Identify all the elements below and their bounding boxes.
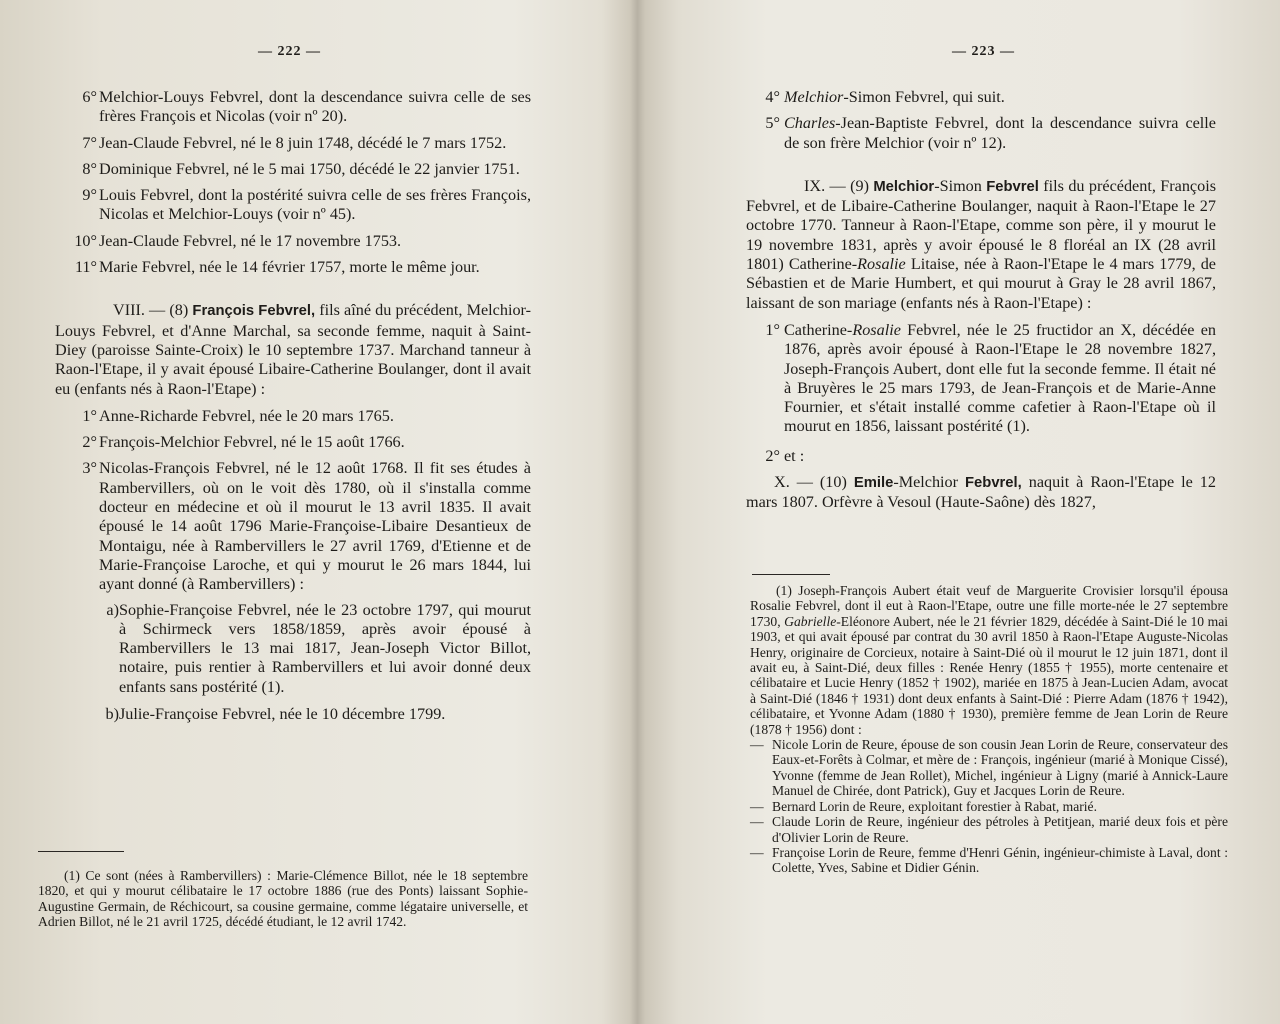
item-text: Nicolas-François Febvrel, né le 12 août 1768. Il fit ses études à Rambervillers, où on le voit dès 1780, où il s'installa comme docteur en médecine et où il mourut le 13 avril 1835. Il avait épousé le 14 août 1796 Marie-Françoise-Libaire Desantieux de Montaigu, née à Rambervillers le 27 avril 1769, d'Etienne et de Marie-Françoise Laroche, et qui y mourut le 26 mars 1844, lui ayant donné (à Rambervillers) :: [99, 459, 531, 594]
item-text: Anne-Richarde Febvrel, née le 20 mars 1765.: [99, 406, 394, 425]
list-item: [746, 447, 1216, 466]
right-page-body: [746, 88, 1216, 513]
right-page: [644, 0, 1280, 1024]
person-name: Melchior: [873, 178, 935, 195]
sub-item-letter: a): [106, 600, 119, 619]
item-number: 1°: [82, 406, 97, 425]
person-name: Emile: [853, 475, 894, 492]
item-number: 11°: [74, 258, 97, 277]
section-text: fils du précédent, François Febvrel, et de Libaire-Catherine Boulanger, naquit à Raon-l'Etape le 27 octobre 1770. Tanneur à Raon-l'Etape, comme son père, il y mourut le 19 novembre 1831, après y avoir épousé le 8 floréal an IX (28 avril 1801) Catherine-: [746, 176, 1216, 274]
item-text: Jean-Claude Febvrel, né le 8 juin 1748, décédé le 7 mars 1752.: [99, 133, 507, 152]
section-x-paragraph: [746, 473, 1216, 513]
footnote-text: [750, 583, 1228, 737]
section-lead: X. — (10): [774, 473, 854, 492]
item-number: 7°: [82, 133, 97, 152]
list-item: [55, 459, 531, 724]
item-number: 4°: [765, 88, 780, 106]
italic-name: Rosalie: [852, 320, 901, 339]
left-page: [0, 0, 636, 1024]
section-viii-paragraph: [55, 301, 531, 398]
list-item: [55, 134, 531, 153]
footnote-left: [38, 868, 528, 930]
footnote-text: (1) Ce sont (nées à Rambervillers) : Marie-Clémence Billot, née le 18 septembre 1820, et qui y mourut célibataire le 17 octobre 1886 (rue des Ponts) laissant Sophie-Augustine Germain, de Réchicourt, sa cousine germaine, comme légataire universelle, et Adrien Billot, né le 21 avril 1725, décédé étudiant, le 12 avril 1742.: [38, 868, 528, 930]
page-number-left: — 222 —: [258, 44, 321, 59]
item-number: 8°: [82, 159, 97, 178]
item-number: 3°: [82, 459, 97, 478]
section-text-cont: Litaise, née à Raon-l'Etape le 4 mars 1779, de Sébastien et de Marie Humbert, et qui mourut à Gray le 28 avril 1867, laissant de son mariage (enfants nés à Raon-l'Etape) :: [746, 255, 1216, 312]
person-surname: Febvrel: [986, 178, 1039, 195]
sub-item-letter: b): [105, 705, 119, 724]
descendant-entry: — Nicole Lorin de Reure, épouse de son cousin Jean Lorin de Reure, conservateur des Eaux-et-Forêts à Colmar, et mère de : François, ingénieur (marié à Monique Cissé), Yvonne (femme de Jean Rollet), Michel, ingénieur à Ligny (marié à Annick-Laure Manuel de Chirée, dont Patrick), Guy et Jacques Lorin de Reure.: [750, 737, 1228, 799]
item-text: [784, 321, 1216, 437]
left-page-body: [55, 88, 531, 732]
section-lead: IX. — (9): [804, 176, 874, 195]
footnote-text-pre: (1) Joseph-François Aubert était veuf de Marguerite Crovisier lorsqu'il épousa Rosalie Febvrel, dont il eut à Raon-l'Etape, outre une fille morte-née le 27 septembre 1730,: [750, 583, 1228, 629]
item-number: 2°: [765, 446, 780, 465]
item-text: [784, 114, 1216, 153]
descendant-entry: — Bernard Lorin de Reure, exploitant forestier à Rabat, marié.: [750, 799, 1228, 814]
italic-name: Charles: [784, 114, 836, 133]
sub-list-item: [55, 705, 531, 724]
item-text: Melchior-Louys Febvrel, dont la descendance suivra celle de ses frères François et Nicolas (voir nº 20).: [99, 88, 531, 126]
item-text-rest: -Simon Febvrel, qui suit.: [843, 88, 1005, 106]
item-text: Dominique Febvrel, né le 5 mai 1750, décédé le 22 janvier 1751.: [99, 159, 520, 178]
list-item: [55, 232, 531, 251]
list-item: [55, 433, 531, 452]
sub-list-item: [55, 601, 531, 697]
list-item: [55, 88, 531, 127]
section-ix-paragraph: [746, 177, 1216, 313]
section-text: fils aîné du précédent, Melchior-Louys Febvrel, et d'Anne Marchal, sa seconde femme, naquit à Saint-Diey (paroisse Sainte-Croix) le 10 septembre 1737. Marchand tanneur à Raon-l'Etape, il y avait épousé Libaire-Catherine Boulanger, dont il avait eu (enfants nés à Raon-l'Etape) :: [55, 301, 531, 398]
list-item: [746, 114, 1216, 153]
name-middle: -Melchior: [893, 473, 966, 492]
item-number: 9°: [82, 186, 97, 205]
list-item: [55, 407, 531, 426]
item-number: 6°: [82, 88, 97, 106]
person-surname: Febvrel,: [965, 475, 1022, 492]
item-text: Louis Febvrel, dont la postérité suivra celle de ses frères François, Nicolas et Melchior-Louys (voir nº 45).: [99, 186, 531, 224]
descendant-entry: — Claude Lorin de Reure, ingénieur des pétroles à Petitjean, marié deux fois et père d'Olivier Lorin de Reure.: [750, 814, 1228, 845]
footnote-rule: [38, 851, 124, 852]
section-lead: VIII. — (8): [113, 301, 193, 320]
item-text: [784, 88, 1216, 107]
descendant-entry: — Françoise Lorin de Reure, femme d'Henri Génin, ingénieur-chimiste à Laval, dont : Colette, Yves, Sabine et Didier Génin.: [750, 845, 1228, 876]
item-text-rest: Febvrel, née le 25 fructidor an X, décédée en 1876, après avoir épousé à Raon-l'Etape le 28 novembre 1827, Joseph-François Aubert, dont elle fut la seconde femme. Il était né à Bruyères le 25 mars 1793, de Jean-François et de Marie-Anne Fournier, et s'était installé comme cafetier à Raon-l'Etape où il mourut en 1856, laissant postérité (1).: [784, 320, 1216, 436]
sub-item-text: Julie-Françoise Febvrel, née le 10 décembre 1799.: [119, 705, 446, 724]
item-text: Marie Febvrel, née le 14 février 1757, morte le même jour.: [99, 258, 480, 277]
item-number: 2°: [82, 433, 97, 452]
section-text: naquit à Raon-l'Etape le 12 mars 1807. Orfèvre à Vesoul (Haute-Saône) dès 1827,: [746, 473, 1216, 512]
footnote-text-post: -Eléonore Aubert, née le 21 février 1829, décédée à Saint-Dié le 10 mai 1903, et qui avait épousé par contrat du 30 avril 1850 à Raon-l'Etape Auguste-Nicolas Henry, originaire de Corcieux, notaire à Saint-Dié où il mourut le 12 juin 1871, dont il avait eu, à Saint-Dié, deux filles : Renée Henry (1855 † 1955), morte centenaire et célibataire et Lucie Henry (1852 † 1902), mariée en 1875 à Jean-Lucien Adam, avocat à Saint-Dié (1846 † 1931) dont deux enfants à Saint-Dié : Pierre Adam (1876 † 1942), célibataire, et Yvonne Adam (1880 † 1930), première femme de Jean Lorin de Reure (1878 † 1956) dont :: [750, 613, 1228, 737]
italic-name: Melchior: [784, 88, 844, 106]
list-item: [746, 321, 1216, 437]
item-text-rest: -Jean-Baptiste Febvrel, dont la descendance suivra celle de son frère Melchior (voir nº 12).: [784, 114, 1216, 152]
sub-item-text: Sophie-Françoise Febvrel, née le 23 octobre 1797, qui mourut à Schirmeck vers 1858/1859, après avoir épousé à Rambervillers le 13 mai 1817, Jean-Joseph Victor Billot, notaire, puis rentier à Rambervillers et lui avoir donné deux enfants sans postérité (1).: [119, 600, 531, 696]
list-item: [55, 186, 531, 225]
person-name: François Febvrel,: [192, 303, 316, 320]
list-item: [55, 160, 531, 179]
page-number-right: — 223 —: [952, 44, 1015, 59]
item-text: Jean-Claude Febvrel, né le 17 novembre 1753.: [99, 231, 402, 250]
item-text: François-Melchior Febvrel, né le 15 août 1766.: [99, 433, 405, 452]
italic-name: Rosalie: [857, 255, 906, 274]
item-text-pre: Catherine-: [784, 320, 853, 339]
item-number: 10°: [74, 231, 97, 250]
footnote-rule: [752, 574, 830, 575]
item-number: 1°: [765, 320, 780, 339]
name-middle: -Simon: [934, 176, 987, 195]
item-text: et :: [784, 446, 805, 465]
italic-name: Gabrielle: [784, 613, 837, 629]
item-number: 5°: [765, 114, 780, 133]
list-item: [746, 88, 1216, 107]
list-item: [55, 258, 531, 277]
footnote-right: [750, 583, 1228, 876]
